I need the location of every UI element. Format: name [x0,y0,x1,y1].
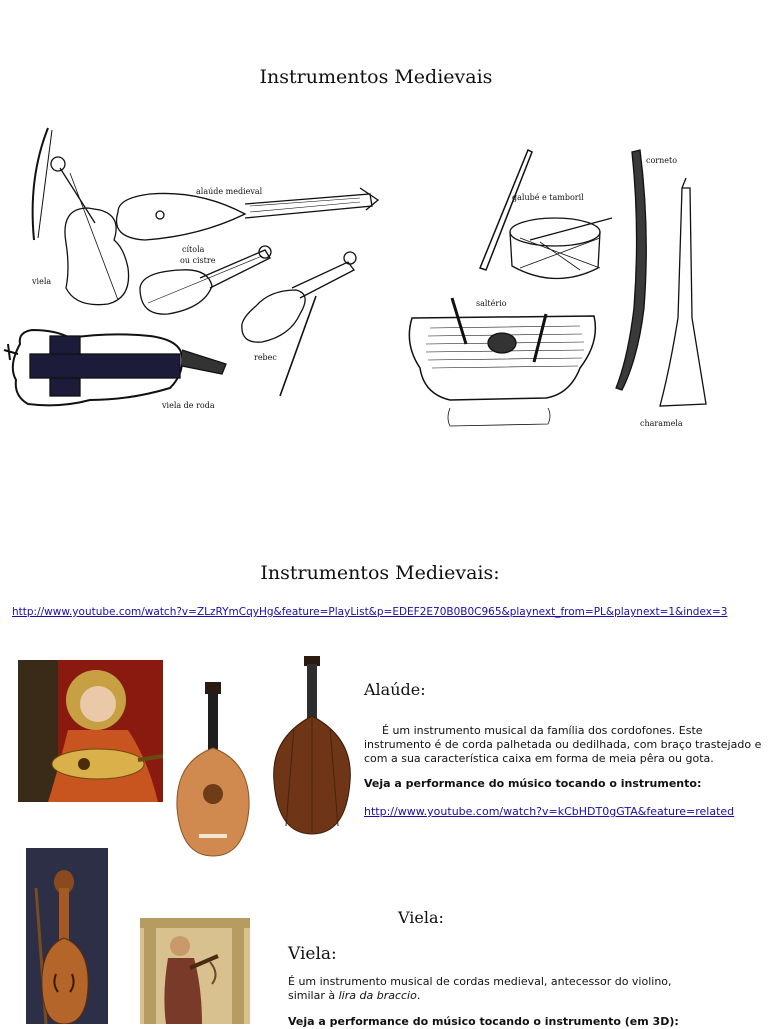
viela-painting-image [26,848,108,1024]
viela-heading: Viela: [288,944,337,964]
viela-performance-label: Veja a performance do músico tocando o instrumento (em 3D): [288,1015,679,1028]
label-viela: viela [32,277,52,286]
viela-title: Viela: [398,908,444,927]
medieval-instruments-illustration [0,118,768,438]
label-citola-2: ou cistre [180,256,216,265]
alaude-description: É um instrumento musical da família dos cordofones. Este instrumento é de corda palhetada ou dedilhada, com braço trastejado e com a sua característica caixa em forma de meia pêra ou gota. [364,724,762,765]
page-title: Instrumentos Medievais [259,66,493,88]
alaude-heading: Alaúde: [364,680,426,699]
viela-description: É um instrumento musical de cordas medieval, antecessor do violino, similar à lira da braccio. [288,975,672,1002]
alaude-instrument-image [175,678,251,858]
label-charamela: charamela [640,419,683,428]
alaude-back-image [272,656,352,836]
label-alaude: alaúde medieval [196,187,263,196]
alaude-performance-label: Veja a performance do músico tocando o instrumento: [364,777,702,790]
label-viela-de-roda: viela de roda [162,401,215,410]
alaude-video-link[interactable]: http://www.youtube.com/watch?v=kCbHDT0gGTA&feature=related [364,805,735,818]
label-corneto: corneto [646,156,678,165]
label-rebec: rebec [254,353,277,362]
playlist-link[interactable]: http://www.youtube.com/watch?v=ZLzRYmCqyHg&feature=PlayList&p=EDEF2E70B0B0C965&playnext_from=PL&playnext=1&index=3 [12,606,728,618]
alaude-painting-image [18,660,163,802]
label-salterio: saltério [476,299,507,308]
label-galube: galubé e tamboril [512,193,584,202]
viela-fresco-image [140,918,250,1024]
section-title: Instrumentos Medievais: [260,562,500,584]
label-citola-1: cítola [182,245,205,254]
